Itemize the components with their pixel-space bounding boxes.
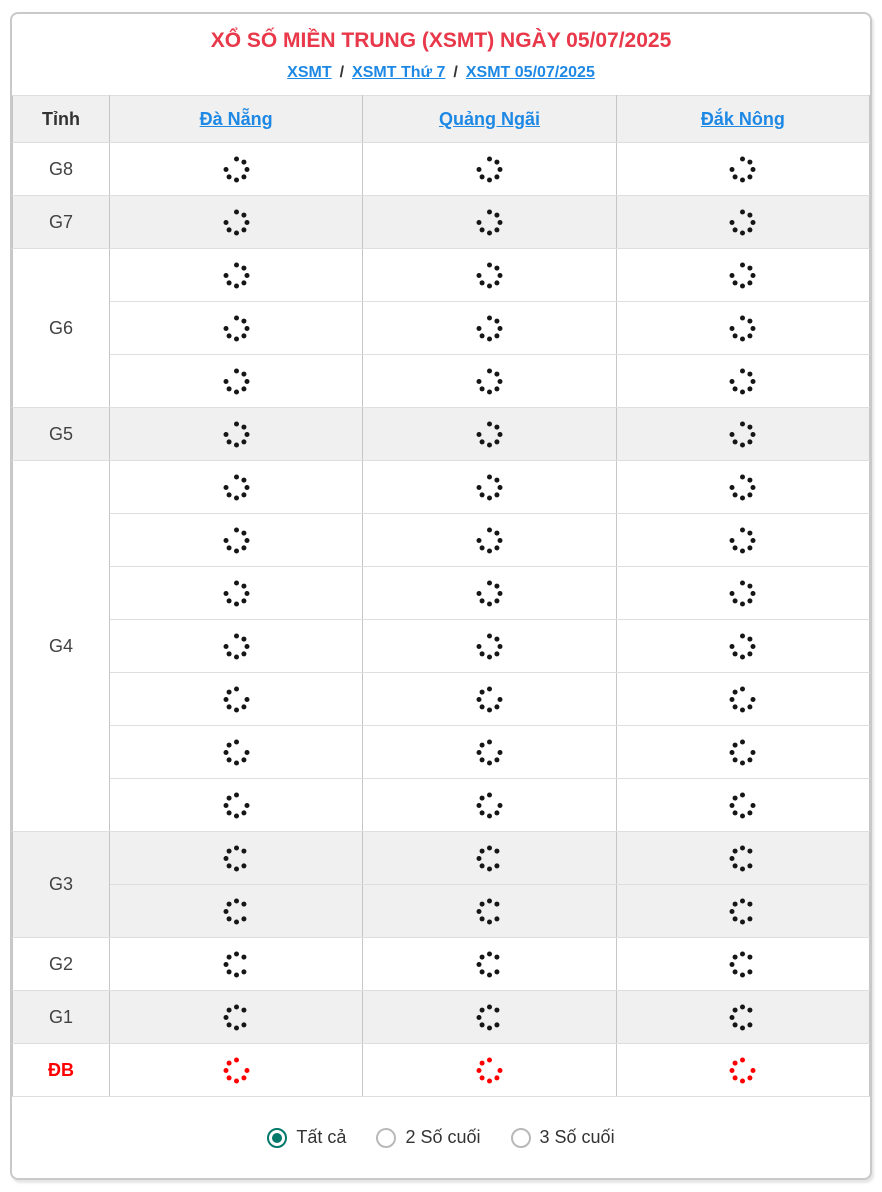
- result-cell: [616, 991, 869, 1044]
- loading-spinner: [473, 842, 505, 874]
- loading-spinner: [220, 1001, 252, 1033]
- loading-spinner: [727, 895, 759, 927]
- loading-spinner: [727, 153, 759, 185]
- loading-spinner: [473, 312, 505, 344]
- table-row: [13, 302, 870, 355]
- table-row: [13, 938, 870, 991]
- loading-spinner: [727, 1001, 759, 1033]
- table-row: [13, 196, 870, 249]
- table-row: [13, 673, 870, 726]
- prize-label-G6: G6: [13, 249, 110, 408]
- province-link[interactable]: Đà Nẵng: [199, 108, 273, 129]
- loading-spinner: [727, 312, 759, 344]
- result-cell: [363, 779, 616, 832]
- breadcrumb-link[interactable]: XSMT 05/07/2025: [465, 64, 595, 82]
- result-cell: [363, 620, 616, 673]
- result-cell: [616, 408, 869, 461]
- loading-spinner: [220, 842, 252, 874]
- prize-label-G8: G8: [13, 143, 110, 196]
- table-row: [13, 885, 870, 938]
- breadcrumb-link[interactable]: XSMT Thứ 7: [352, 64, 446, 82]
- result-cell: [616, 832, 869, 885]
- loading-spinner: [473, 895, 505, 927]
- radio-selected-icon[interactable]: [267, 1128, 287, 1148]
- prize-label-G4: G4: [13, 461, 110, 832]
- result-cell: [363, 673, 616, 726]
- table-row: [13, 1044, 870, 1097]
- result-cell: [110, 302, 363, 355]
- result-cell: [110, 249, 363, 302]
- loading-spinner: [473, 259, 505, 291]
- loading-spinner: [727, 577, 759, 609]
- result-cell: [363, 461, 616, 514]
- result-cell: [363, 938, 616, 991]
- column-header-3: [616, 96, 869, 143]
- result-cell: [110, 355, 363, 408]
- loading-spinner: [473, 630, 505, 662]
- loading-spinner: [220, 630, 252, 662]
- loading-spinner: [727, 948, 759, 980]
- loading-spinner: [473, 524, 505, 556]
- result-cell: [363, 355, 616, 408]
- loading-spinner: [727, 365, 759, 397]
- loading-spinner: [727, 259, 759, 291]
- result-cell: [363, 991, 616, 1044]
- loading-spinner: [220, 683, 252, 715]
- loading-spinner: [220, 206, 252, 238]
- loading-spinner: [727, 471, 759, 503]
- loading-spinner: [473, 1001, 505, 1033]
- column-header-province: Tỉnh: [13, 96, 110, 143]
- table-row: [13, 991, 870, 1044]
- prize-label-G2: G2: [13, 938, 110, 991]
- result-cell: [110, 991, 363, 1044]
- result-cell: [616, 249, 869, 302]
- result-cell: [110, 514, 363, 567]
- page-title: XỔ SỐ MIỀN TRUNG (XSMT) NGÀY 05/07/2025: [210, 29, 672, 52]
- loading-spinner: [727, 206, 759, 238]
- prize-label-G7: G7: [13, 196, 110, 249]
- result-cell: [616, 620, 869, 673]
- result-cell: [616, 196, 869, 249]
- breadcrumb-separator: /: [339, 64, 345, 82]
- result-cell: [110, 673, 363, 726]
- result-cell: [616, 355, 869, 408]
- result-cell: [110, 620, 363, 673]
- loading-spinner: [727, 418, 759, 450]
- table-row: [13, 143, 870, 196]
- loading-spinner: [220, 418, 252, 450]
- table-row: [13, 726, 870, 779]
- loading-spinner: [473, 736, 505, 768]
- result-cell: [616, 673, 869, 726]
- loading-spinner: [220, 259, 252, 291]
- radio-label: 2 Số cuối: [405, 1127, 481, 1148]
- loading-spinner: [727, 630, 759, 662]
- result-cell: [110, 567, 363, 620]
- result-cell: [363, 832, 616, 885]
- radio-label: Tất cả: [296, 1127, 347, 1148]
- prize-label-G1: G1: [13, 991, 110, 1044]
- result-cell: [363, 726, 616, 779]
- loading-spinner: [220, 948, 252, 980]
- radio-option-1[interactable]: [267, 1127, 346, 1148]
- table-row: [13, 249, 870, 302]
- result-cell: [363, 143, 616, 196]
- results-table: [12, 95, 870, 1097]
- result-cell: [616, 567, 869, 620]
- column-header-2: [363, 96, 616, 143]
- province-link[interactable]: Đắk Nông: [700, 108, 785, 129]
- loading-spinner: [473, 789, 505, 821]
- loading-spinner: [473, 948, 505, 980]
- province-link[interactable]: Quảng Ngãi: [438, 108, 540, 129]
- result-cell: [110, 726, 363, 779]
- radio-unselected-icon[interactable]: [511, 1128, 531, 1148]
- radio-label: 3 Số cuối: [539, 1127, 615, 1148]
- result-cell: [363, 408, 616, 461]
- result-cell: [616, 885, 869, 938]
- results-body: [13, 143, 870, 1097]
- table-row: [13, 620, 870, 673]
- loading-spinner: [473, 1054, 505, 1086]
- result-cell: [110, 832, 363, 885]
- loading-spinner: [727, 842, 759, 874]
- loading-spinner: [727, 683, 759, 715]
- table-row: [13, 779, 870, 832]
- result-cell: [363, 885, 616, 938]
- loading-spinner: [727, 1054, 759, 1086]
- prize-label-G5: G5: [13, 408, 110, 461]
- loading-spinner: [220, 153, 252, 185]
- result-cell: [363, 249, 616, 302]
- loading-spinner: [220, 471, 252, 503]
- result-cell: [616, 302, 869, 355]
- prize-label-ĐB: ĐB: [13, 1044, 110, 1097]
- loading-spinner: [220, 524, 252, 556]
- result-cell: [110, 938, 363, 991]
- result-cell: [110, 143, 363, 196]
- loading-spinner: [220, 736, 252, 768]
- result-cell: [616, 1044, 869, 1097]
- breadcrumb: [22, 64, 860, 82]
- loading-spinner: [220, 365, 252, 397]
- lottery-results-card: [10, 12, 872, 1180]
- prize-label-G3: G3: [13, 832, 110, 938]
- breadcrumb-link[interactable]: XSMT: [287, 64, 332, 82]
- result-cell: [363, 302, 616, 355]
- loading-spinner: [473, 153, 505, 185]
- table-row: [13, 355, 870, 408]
- filter-bar: [12, 1097, 870, 1178]
- loading-spinner: [727, 789, 759, 821]
- loading-spinner: [220, 1054, 252, 1086]
- table-row: [13, 514, 870, 567]
- breadcrumb-separator: /: [453, 64, 458, 82]
- result-cell: [616, 514, 869, 567]
- digit-filter-radio-group: [252, 1127, 629, 1148]
- result-cell: [110, 885, 363, 938]
- result-cell: [110, 779, 363, 832]
- loading-spinner: [220, 312, 252, 344]
- result-cell: [110, 408, 363, 461]
- loading-spinner: [473, 206, 505, 238]
- table-header-row: [13, 96, 870, 143]
- column-header-1: [110, 96, 363, 143]
- loading-spinner: [473, 577, 505, 609]
- loading-spinner: [473, 418, 505, 450]
- result-cell: [616, 779, 869, 832]
- loading-spinner: [220, 577, 252, 609]
- card-header: [12, 14, 870, 95]
- table-row: [13, 408, 870, 461]
- radio-unselected-icon[interactable]: [376, 1128, 396, 1148]
- result-cell: [110, 1044, 363, 1097]
- table-row: [13, 461, 870, 514]
- result-cell: [616, 938, 869, 991]
- radio-option-3[interactable]: [511, 1127, 615, 1148]
- loading-spinner: [473, 471, 505, 503]
- loading-spinner: [727, 736, 759, 768]
- table-row: [13, 567, 870, 620]
- loading-spinner: [473, 683, 505, 715]
- loading-spinner: [220, 789, 252, 821]
- result-cell: [616, 143, 869, 196]
- loading-spinner: [473, 365, 505, 397]
- result-cell: [363, 567, 616, 620]
- result-cell: [616, 461, 869, 514]
- loading-spinner: [727, 524, 759, 556]
- result-cell: [616, 726, 869, 779]
- radio-option-2[interactable]: [376, 1127, 480, 1148]
- result-cell: [110, 461, 363, 514]
- table-row: [13, 832, 870, 885]
- result-cell: [363, 196, 616, 249]
- result-cell: [363, 1044, 616, 1097]
- result-cell: [363, 514, 616, 567]
- loading-spinner: [220, 895, 252, 927]
- result-cell: [110, 196, 363, 249]
